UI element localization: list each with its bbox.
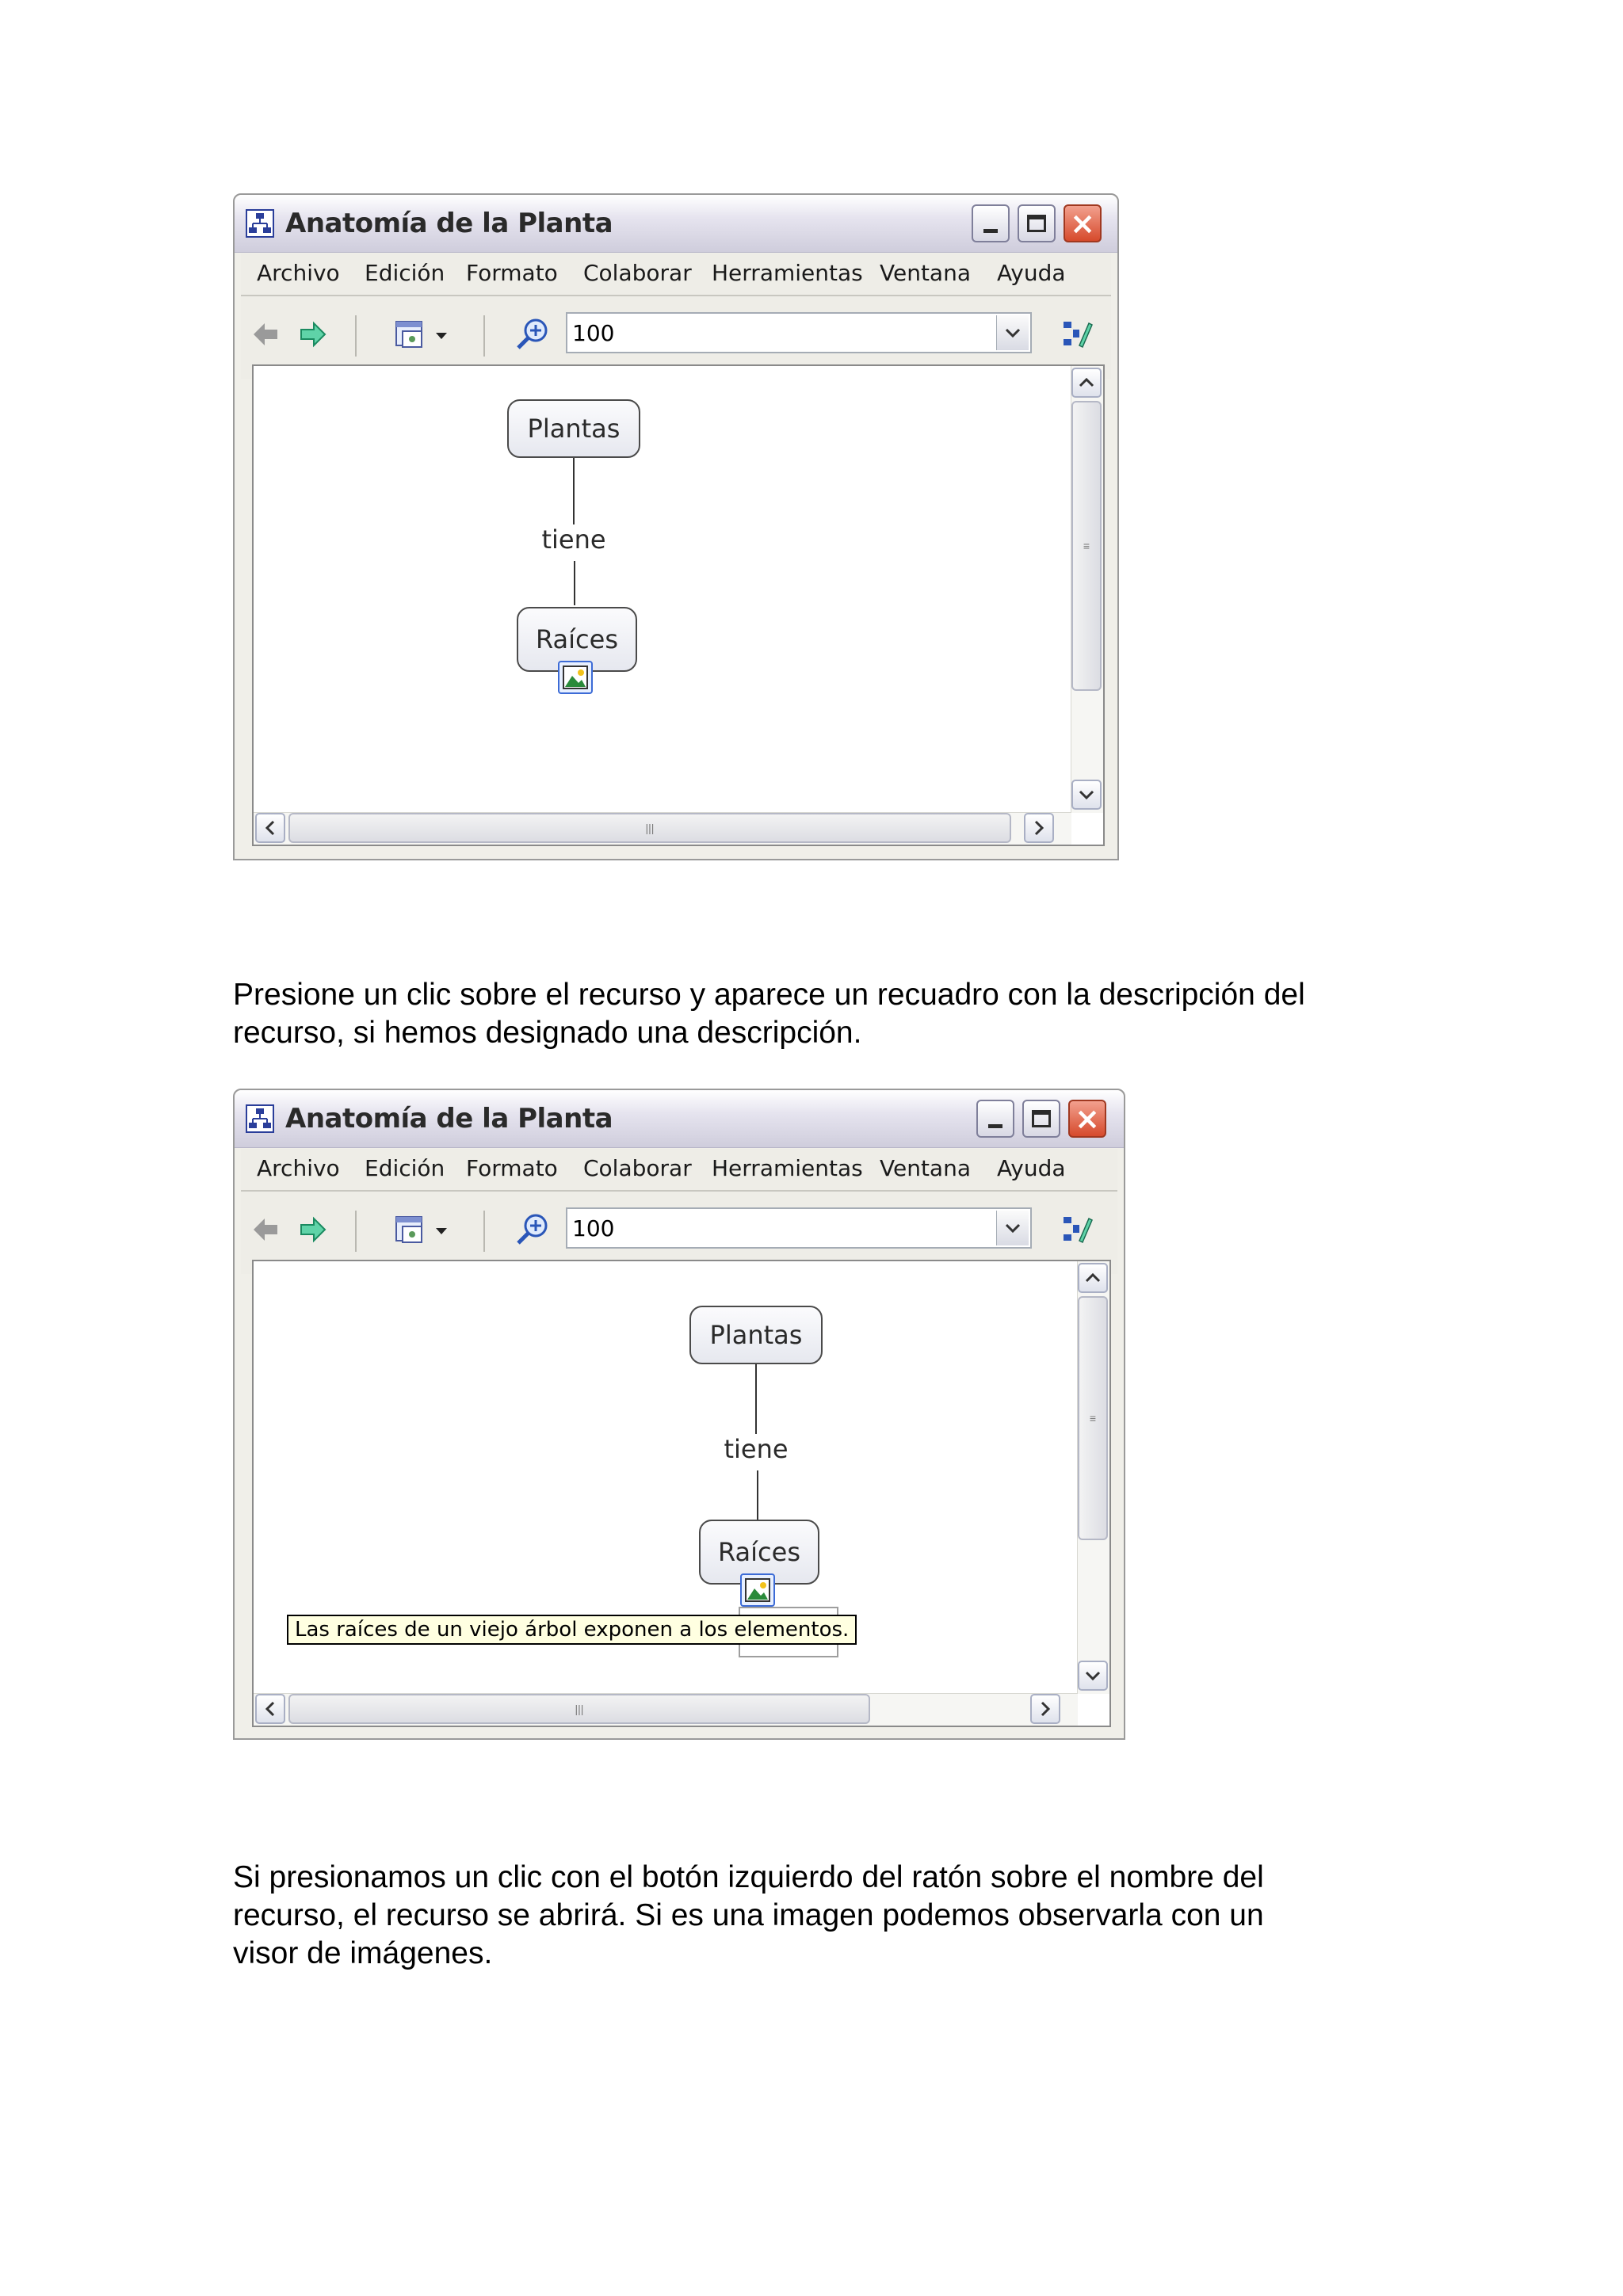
toolbar-separator — [483, 1211, 485, 1252]
paragraph-1-line-2: recurso, si hemos designado una descripción. — [233, 1016, 862, 1050]
concept-node-raices[interactable]: Raíces — [517, 607, 637, 672]
linking-phrase[interactable]: tiene — [541, 524, 606, 555]
horizontal-scrollbar[interactable] — [254, 812, 1071, 845]
menu-colaborar[interactable]: Colaborar — [583, 1155, 692, 1181]
toolbar-separator — [355, 1211, 357, 1252]
close-button[interactable] — [1068, 1100, 1106, 1138]
menu-bar — [241, 1149, 1117, 1192]
paragraph-1-line-1: Presione un clic sobre el recurso y aparece un recuadro con la descripción del — [233, 978, 1305, 1012]
scroll-down-button[interactable] — [1071, 780, 1102, 810]
horizontal-scrollbar[interactable] — [254, 1693, 1078, 1726]
arrow-right-icon[interactable] — [295, 1212, 330, 1247]
minimize-icon — [988, 1124, 1002, 1128]
title-bar[interactable] — [235, 1090, 1124, 1148]
menu-archivo[interactable]: Archivo — [257, 260, 340, 286]
styles-icon[interactable] — [1060, 317, 1095, 352]
horizontal-scroll-thumb[interactable]: ||| — [288, 813, 1011, 843]
concept-map-icon — [246, 1104, 274, 1133]
map-canvas[interactable] — [252, 364, 1105, 846]
vertical-scroll-thumb[interactable]: ≡ — [1071, 401, 1102, 691]
view-menu-icon[interactable] — [391, 317, 455, 352]
zoom-value: 100 — [572, 320, 615, 346]
minimize-button[interactable] — [976, 1100, 1014, 1138]
concept-node-raices[interactable]: Raíces — [699, 1520, 819, 1585]
arrow-right-icon[interactable] — [295, 317, 330, 352]
menu-ayuda[interactable]: Ayuda — [997, 1155, 1066, 1181]
menu-herramientas[interactable]: Herramientas — [712, 1155, 863, 1181]
concept-node-plantas[interactable]: Plantas — [689, 1306, 823, 1364]
maximize-button[interactable] — [1018, 204, 1056, 242]
scroll-left-button[interactable] — [255, 813, 285, 843]
menu-ventana[interactable]: Ventana — [880, 1155, 971, 1181]
zoom-select[interactable] — [566, 312, 1032, 353]
paragraph-2-line-3: visor de imágenes. — [233, 1936, 493, 1970]
window-title: Anatomía de la Planta — [285, 1103, 613, 1135]
horizontal-scroll-thumb[interactable]: ||| — [288, 1694, 870, 1724]
close-icon: × — [1070, 206, 1095, 241]
menu-ayuda[interactable]: Ayuda — [997, 260, 1066, 286]
connection-line — [574, 561, 575, 605]
vertical-scroll-thumb[interactable]: ≡ — [1078, 1296, 1108, 1540]
connection-line — [573, 458, 575, 524]
close-icon: × — [1075, 1101, 1100, 1136]
concept-node-plantas[interactable]: Plantas — [507, 399, 640, 458]
paragraph-2-line-2: recurso, el recurso se abrirá. Si es una imagen podemos observarla con un — [233, 1898, 1264, 1932]
menu-colaborar[interactable]: Colaborar — [583, 260, 692, 286]
arrow-left-icon[interactable] — [249, 1212, 284, 1247]
toolbar-separator — [483, 315, 485, 357]
minimize-button[interactable] — [972, 204, 1010, 242]
cmap-window-screenshot-2 — [233, 1089, 1125, 1740]
toolbar-separator — [355, 315, 357, 357]
maximize-icon — [1032, 1110, 1051, 1127]
zoom-in-icon[interactable] — [515, 317, 550, 352]
menu-bar — [241, 254, 1111, 296]
chevron-down-icon[interactable] — [996, 315, 1029, 350]
vertical-scrollbar[interactable] — [1077, 1261, 1109, 1694]
arrow-left-icon[interactable] — [249, 317, 284, 352]
scroll-up-button[interactable] — [1078, 1263, 1108, 1293]
map-canvas[interactable] — [252, 1260, 1111, 1727]
scroll-left-button[interactable] — [255, 1694, 285, 1724]
menu-formato[interactable]: Formato — [466, 1155, 558, 1181]
image-resource-icon[interactable] — [740, 1573, 775, 1607]
menu-archivo[interactable]: Archivo — [257, 1155, 340, 1181]
concept-map-icon — [246, 209, 274, 238]
scroll-right-button[interactable] — [1030, 1694, 1060, 1724]
chevron-down-icon[interactable] — [996, 1211, 1029, 1245]
vertical-scrollbar[interactable] — [1071, 366, 1103, 813]
maximize-button[interactable] — [1022, 1100, 1060, 1138]
paragraph-1 — [233, 976, 1422, 1052]
connection-line — [757, 1470, 758, 1520]
menu-herramientas[interactable]: Herramientas — [712, 260, 863, 286]
scroll-up-button[interactable] — [1071, 368, 1102, 398]
paragraph-2-line-1: Si presionamos un clic con el botón izquierdo del ratón sobre el nombre del — [233, 1860, 1264, 1894]
cmap-window-screenshot-1 — [233, 193, 1119, 860]
maximize-icon — [1027, 215, 1046, 232]
zoom-in-icon[interactable] — [515, 1212, 550, 1247]
resource-description-tooltip: Las raíces de un viejo árbol exponen a los elementos. — [287, 1615, 857, 1645]
zoom-select[interactable] — [566, 1207, 1032, 1249]
connection-line — [755, 1364, 757, 1434]
zoom-value: 100 — [572, 1215, 615, 1241]
image-resource-icon[interactable] — [558, 661, 593, 694]
menu-edicion[interactable]: Edición — [365, 1155, 445, 1181]
menu-edicion[interactable]: Edición — [365, 260, 445, 286]
view-menu-icon[interactable] — [391, 1212, 455, 1247]
window-title: Anatomía de la Planta — [285, 208, 613, 239]
scroll-right-button[interactable] — [1024, 813, 1054, 843]
linking-phrase[interactable]: tiene — [724, 1434, 789, 1464]
scroll-down-button[interactable] — [1078, 1661, 1108, 1691]
minimize-icon — [983, 229, 998, 233]
title-bar[interactable] — [235, 195, 1117, 253]
close-button[interactable] — [1064, 204, 1102, 242]
paragraph-2 — [233, 1859, 1422, 1973]
styles-icon[interactable] — [1060, 1212, 1095, 1247]
menu-formato[interactable]: Formato — [466, 260, 558, 286]
menu-ventana[interactable]: Ventana — [880, 260, 971, 286]
